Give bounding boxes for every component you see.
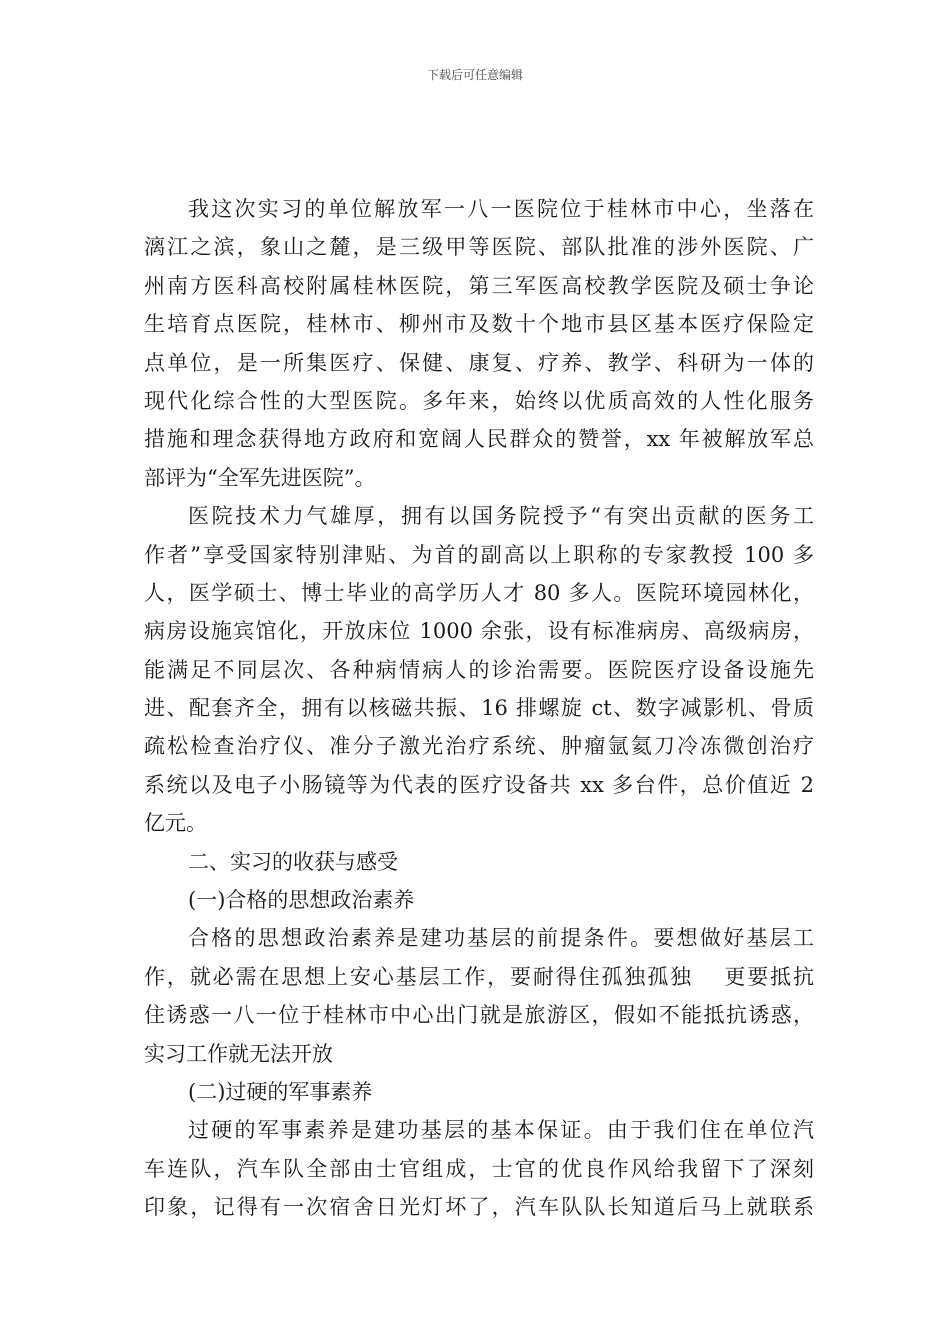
text-line: 措施和理念获得地方政府和宽阔人民群众的赞誉，xx 年被解放军总 [144,427,814,452]
text-line: 实习工作就无法开放 [144,1041,333,1066]
text-line: 点单位，是一所集医疗、保健、康复、疗养、教学、科研为一体的 [144,350,814,375]
paragraph [144,1111,814,1226]
text-line: 我这次实习的单位解放军一八一医院位于桂林市中心，坐落在 [188,197,814,221]
text-line: 医院技术力气雄厚，拥有以国务院授予“有突出贡献的医务工 [188,504,814,529]
paragraph [144,190,814,497]
text-line: (二)过硬的军事素养 [188,1079,373,1104]
text-line: 车连队，汽车队全部由士官组成，士官的优良作风给我留下了深刻 [144,1156,814,1181]
text-line: 部评为“全军先进医院”。 [144,465,376,490]
text-line: 人，医学硕士、博士毕业的高学历人才 80 多人。医院环境园林化， [144,580,814,605]
text-line: 系统以及电子小肠镜等为代表的医疗设备共 xx 多台件，总价值近 2 [144,772,814,797]
paragraph [144,881,814,919]
text-line: 过硬的军事素养是建功基层的基本保证。由于我们住在单位汽 [188,1118,814,1143]
text-line: 印象，记得有一次宿舍日光灯坏了，汽车队队长知道后马上就联系 [144,1195,814,1220]
text-line: (一)合格的思想政治素养 [188,888,415,913]
page-header: 下载后可任意编辑 [426,68,523,82]
paragraph [144,497,814,843]
text-line: 生培育点医院，桂林市、柳州市及数十个地市县区基本医疗保险定 [144,312,814,337]
text-line: 住诱惑一八一位于桂林市中心出门就是旅游区，假如不能抵抗诱惑， [144,1003,814,1028]
document-body [144,190,814,1227]
text-line: 州南方医科高校附属桂林医院，第三军医高校教学医院及硕士争论 [144,273,814,298]
text-line: 作，就必需在思想上安心基层工作，要耐得住孤独孤独 更要抵抗 [144,964,814,989]
text-line: 病房设施宾馆化，开放床位 1000 余张，设有标准病房、高级病房， [144,619,814,644]
paragraph [144,1073,814,1111]
text-line: 亿元。 [144,811,207,836]
text-line: 漓江之滨，象山之麓，是三级甲等医院、部队批准的涉外医院、广 [144,235,814,260]
text-line: 能满足不同层次、各种病情病人的诊治需要。医院医疗设备设施先 [144,657,814,682]
paragraph [144,919,814,1073]
text-line: 作者”享受国家特别津贴、为首的副高以上职称的专家教授 100 多 [144,542,814,567]
text-line: 二、实习的收获与感受 [188,849,398,874]
text-line: 现代化综合性的大型医院。多年来，始终以优质高效的人性化服务 [144,388,814,413]
text-line: 合格的思想政治素养是建功基层的前提条件。要想做好基层工 [188,926,814,951]
paragraph [144,843,814,881]
text-line: 疏松检查治疗仪、准分子激光治疗系统、肿瘤氩氦刀冷冻微创治疗 [144,734,814,759]
text-line: 进、配套齐全，拥有以核磁共振、16 排螺旋 ct、数字减影机、骨质 [144,696,814,721]
